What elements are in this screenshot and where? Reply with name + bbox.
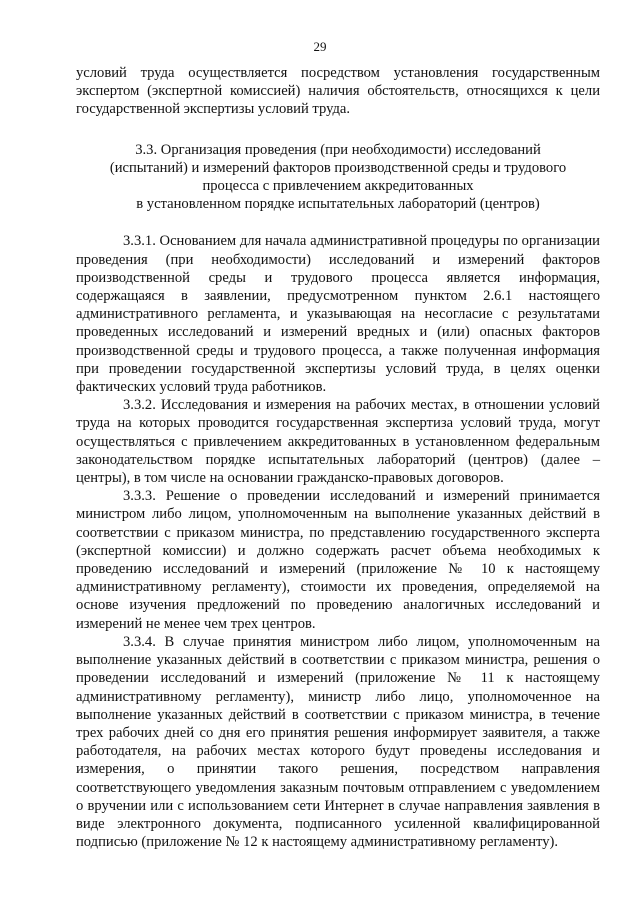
paragraph-3-3-3: 3.3.3. Решение о проведении исследований и измерений принимается министром либо лицом, уполномоченным на выполнение указанных действий в соответствии с приказом министра, по представлению государственного эксперта (экспертной комиссии) и должно содержать расчет объема необходимых к проведению исследований и измерений (приложение № 10 к настоящему административному регламенту), стоимости их проведения, определяемой на основе изучения предложений по проведению аналогичных исследований и измерений не менее чем трех центров. bbox=[76, 488, 600, 632]
document-body bbox=[76, 64, 600, 851]
paragraph-3-3-4: 3.3.4. В случае принятия министром либо лицом, уполномоченным на выполнение указанных действий в соответствии с приказом министра, решения о проведении исследований и измерений (приложение № 11 к настоящему административному регламенту), министр либо лицо, уполномоченное на выполнение указанных действий в соответствии с приказом министра, в течение трех рабочих дней со дня его принятия решения информирует заявителя, а также работодателя, на рабочих местах которого будут проведены исследования и измерения, о принятии такого решения, посредством направления соответствующего уведомления заказным почтовым отправлением с уведомлением о вручении или с использованием сети Интернет в случае направления заявления в виде электронного документа, подписанного усиленной квалифицированной подписью (приложение № 12 к настоящему административному регламенту). bbox=[76, 633, 600, 851]
section-heading-line: 3.3. Организация проведения (при необходимости) исследований bbox=[135, 141, 541, 158]
section-heading-line: процесса с привлечением аккредитованных bbox=[202, 178, 474, 195]
section-heading-line: в установленном порядке испытательных лабораторий (центров) bbox=[136, 196, 540, 213]
page-number: 29 bbox=[313, 39, 327, 54]
section-heading-line: (испытаний) и измерений факторов производственной среды и трудового bbox=[109, 159, 567, 176]
intro-paragraph: условий труда осуществляется посредством установления государственным экспертом (экспертной комиссией) наличия обстоятельств, относящихся к цели государственной экспертизы условий труда. bbox=[76, 65, 600, 118]
paragraph-3-3-1: 3.3.1. Основанием для начала административной процедуры по организации проведения (при необходимости) исследований и измерений факторов производственной среды и трудового процесса является информация, содержащаяся в заявлении, предусмотренном пунктом 2.6.1 настоящего административного регламента, и указывающая на несогласие с результатами проведенных исследований и измерений вредных и (или) опасных факторов производственной среды и трудового процесса, а также полученная информация при проведении государственной экспертизы условий труда, в целях оценки фактических условий труда работников. bbox=[76, 233, 600, 396]
section-heading bbox=[76, 141, 600, 214]
paragraph-3-3-2: 3.3.2. Исследования и измерения на рабочих местах, в отношении условий труда на которых проводится государственная экспертиза условий труда, могут осуществляться с привлечением аккредитованных в установленном федеральным законодательством порядке испытательных лабораторий (центров) (далее – центры), в том числе на основании гражданско-правовых договоров. bbox=[76, 397, 600, 487]
